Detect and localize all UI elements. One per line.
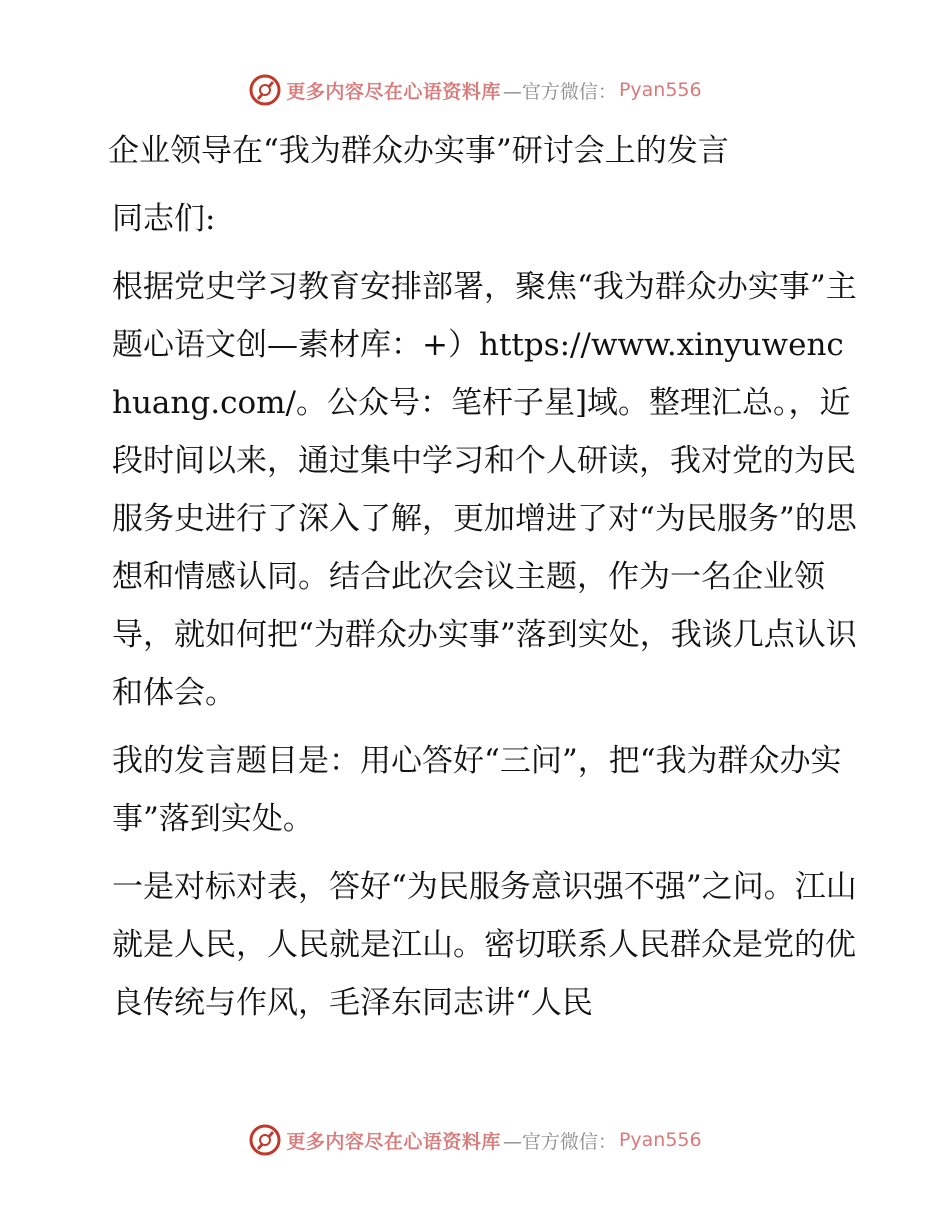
footer-wechat-handle: Pyan556 (618, 1129, 702, 1151)
document-title: 企业领导在“我为群众办实事”研讨会上的发言 (108, 133, 729, 169)
footer-watermark (0, 1120, 950, 1160)
paragraph-topic: 我的发言题目是：用心答好“三问”，把“我为群众办实事”落到实处。 (112, 743, 842, 837)
header-wechat-label: —官方微信： (502, 80, 617, 103)
footer-brand-text: 更多内容尽在心语资料库 (286, 1130, 501, 1153)
quill-logo-icon (248, 1123, 282, 1157)
header-wechat-handle: Pyan556 (618, 79, 702, 101)
salutation: 同志们: (112, 201, 216, 237)
header-watermark (0, 70, 950, 110)
paragraph-point-one: 一是对标对表，答好“为民服务意识强不强”之问。江山就是人民，人民就是江山。密切联系人民群众是党的优良传统与作风，毛泽东同志讲“人民 (112, 869, 857, 1021)
paragraph-intro: 根据党史学习教育安排部署，聚焦“我为群众办实事”主题心语文创—素材库：+）https://www.xinyuwenchuang.com/。公众号：笔杆子星]域。整理汇总。，近段时间以来，通过集中学习和个人研读，我对党的为民服务史进行了深入了解，更加增进了对“为民服务”的思想和情感认同。结合此次会议主题，作为一名企业领导，就如何把“为群众办实事”落到实处，我谈几点认识和体会。 (112, 269, 857, 711)
document-body (98, 122, 858, 1042)
quill-logo-icon (248, 73, 282, 107)
header-brand-text: 更多内容尽在心语资料库 (286, 80, 501, 103)
footer-wechat-label: —官方微信： (502, 1130, 617, 1153)
